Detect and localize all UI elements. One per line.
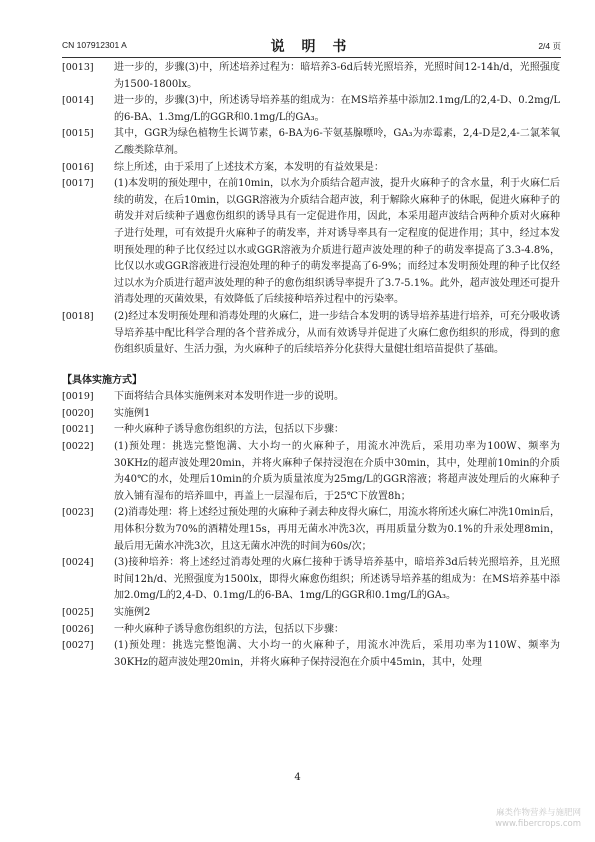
paragraph: [62, 389, 560, 406]
paragraph: [62, 422, 560, 439]
paragraph-text: 一种火麻种子诱导愈伤组织的方法，包括以下步骤：: [114, 623, 344, 635]
paragraph-number: [0022]: [62, 441, 94, 453]
paragraph-text: 下面将结合具体实施例来对本发明作进一步的说明。: [114, 391, 344, 403]
paragraph-number: [0021]: [62, 424, 94, 436]
paragraph: [62, 622, 560, 639]
paragraph-text: (1)本发明的预处理中，在前10min，以水为介质结合超声波，提升火麻种子的含水量，利于火麻仁后续的萌发，在后10min，以GGR溶液为介质结合超声波，利于解除火麻种子的休眠，促进火麻种子的萌发并对后续种子遇愈伤组织的诱导具有一定促进作用，因此，本采用超声波结合两种介质对火麻种子进行处理，可有效提升火麻种子的萌发率，并对诱导率具有一定程度的促进作用；其中，经过本发明预处理的种子比仅经过以水或GGR溶液为介质进行超声波处理的种子的萌发率提高了3.3-4.8%，比仅以水或GGR溶液进行浸泡处理的种子的萌发率提高了6-9%；而经过本发明预处理的种子比仅经过以水为介质进行超声波处理的种子的愈伤组织诱导率提升了3.7-5.1%。此外，超声波处理还可提升消毒处理的灭菌效果，有效降低了后续接种培养过程中的污染率。: [114, 178, 561, 306]
paragraph-number: [0014]: [62, 95, 94, 107]
paragraph: [62, 126, 560, 159]
page-count: 2/4 页: [538, 41, 561, 51]
document-body: [62, 60, 560, 671]
paragraph-text: 综上所述，由于采用了上述技术方案，本发明的有益效果是：: [114, 161, 384, 173]
paragraph-number: [0018]: [62, 310, 94, 322]
paragraph: [62, 176, 560, 309]
document-title: 说 明 书: [270, 39, 353, 55]
paragraph-number: [0027]: [62, 640, 94, 652]
paragraph-number: [0023]: [62, 507, 94, 519]
watermark: [495, 808, 581, 830]
paragraph: [62, 439, 560, 505]
paragraph: [62, 555, 560, 605]
watermark-line-2: www.fibercrops.com: [495, 819, 581, 829]
page-header: [62, 36, 561, 54]
paragraph-text: (1)预处理：挑选完整饱满、大小均一的火麻种子，用流水冲洗后，采用功率为110W、频率为30KHz的超声波处理20min，并将火麻种子保持浸泡在介质中45min，其中，处理: [114, 640, 560, 668]
paragraph: [62, 160, 560, 177]
paragraph-text: (3)接种培养：将上述经过消毒处理的火麻仁接种于诱导培养基中，暗培养3d后转光照培养，且光照时间12h/d、光照强度为1500lx，即得火麻愈伤组织；所述诱导培养基的组成为：在MS培养基中添加2.0mg/L的2,4-D、0.1mg/L的6-BA、1mg/L的GGR和0.1mg/L的GA₃。: [114, 557, 560, 602]
paragraph: [62, 406, 560, 423]
paragraph-number: [0025]: [62, 607, 94, 618]
paragraph: [62, 93, 560, 126]
section-heading: 【具体实施方式】: [62, 374, 142, 386]
paragraph-text: 实施例1: [114, 407, 151, 419]
paragraph-number: [0024]: [62, 557, 94, 569]
paragraph-number: [0015]: [62, 128, 94, 140]
page-number: 4: [294, 772, 301, 783]
publication-number: CN 107912301 A: [62, 40, 127, 50]
paragraph-number: [0020]: [62, 407, 94, 419]
watermark-line-1: 麻类作物营养与施肥网: [495, 808, 581, 818]
paragraph: [62, 638, 560, 671]
paragraph-number: [0013]: [62, 62, 94, 73]
paragraph-text: 进一步的，步骤(3)中，所述培养过程为：暗培养3-6d后转光照培养，光照时间12-14h/d，光照强度为1500-1800lx。: [114, 62, 560, 90]
paragraph-number: [0026]: [62, 623, 94, 635]
paragraph-text: 一种火麻种子诱导愈伤组织的方法，包括以下步骤：: [114, 424, 344, 436]
paragraph: [62, 505, 560, 555]
paragraph-text: (2)消毒处理：将上述经过预处理的火麻种子剥去种皮得火麻仁，用流水将所述火麻仁冲洗10min后，用体积分数为70%的酒精处理15s，再用无菌水冲洗3次，再用质量分数为0.1%的升汞处理8min，最后用无菌水冲洗3次，且这无菌水冲洗的时间为60s/次；: [114, 507, 561, 552]
paragraph: [62, 60, 560, 93]
paragraph-number: [0017]: [62, 178, 94, 190]
paragraph-text: 其中，GGR为绿色植物生长调节素，6-BA为6-苄氨基腺嘌呤，GA₃为赤霉素，2,4-D是2,4-二氯苯氧乙酸类除草剂。: [114, 128, 560, 156]
paragraph: [62, 605, 560, 622]
paragraph-number: [0016]: [62, 161, 94, 173]
paragraph: [62, 309, 560, 359]
paragraph-text: (2)经过本发明预处理和消毒处理的火麻仁，进一步结合本发明的诱导培养基进行培养，可充分吸收诱导培养基中配比科学合理的各个营养成分，从而有效诱导并促进了火麻仁愈伤组织的形成，得到的愈伤组织质量好、生活力强，为火麻种子的后续培养分化获得大量健壮组培苗提供了基础。: [114, 310, 560, 356]
header-rule: [62, 57, 561, 58]
paragraph-number: [0019]: [62, 391, 94, 403]
paragraph-text: 实施例2: [114, 607, 151, 618]
paragraph-text: 进一步的，步骤(3)中，所述诱导培养基的组成为：在MS培养基中添加2.1mg/L的2,4-D、0.2mg/L的6-BA、1.3mg/L的GGR和0.1mg/L的GA₃。: [114, 95, 560, 123]
paragraph-text: (1)预处理：挑选完整饱满、大小均一的火麻种子，用流水冲洗后，采用功率为100W、频率为30KHz的超声波处理20min，并将火麻种子保持浸泡在介质中30min，其中，处理前10min的介质为40℃的水，处理后10min的介质为质量浓度为25mg/L的GGR溶液；将超声波处理后的火麻种子放入铺有湿布的培养皿中，再盖上一层湿布后，于25℃下放置8h；: [114, 441, 560, 502]
